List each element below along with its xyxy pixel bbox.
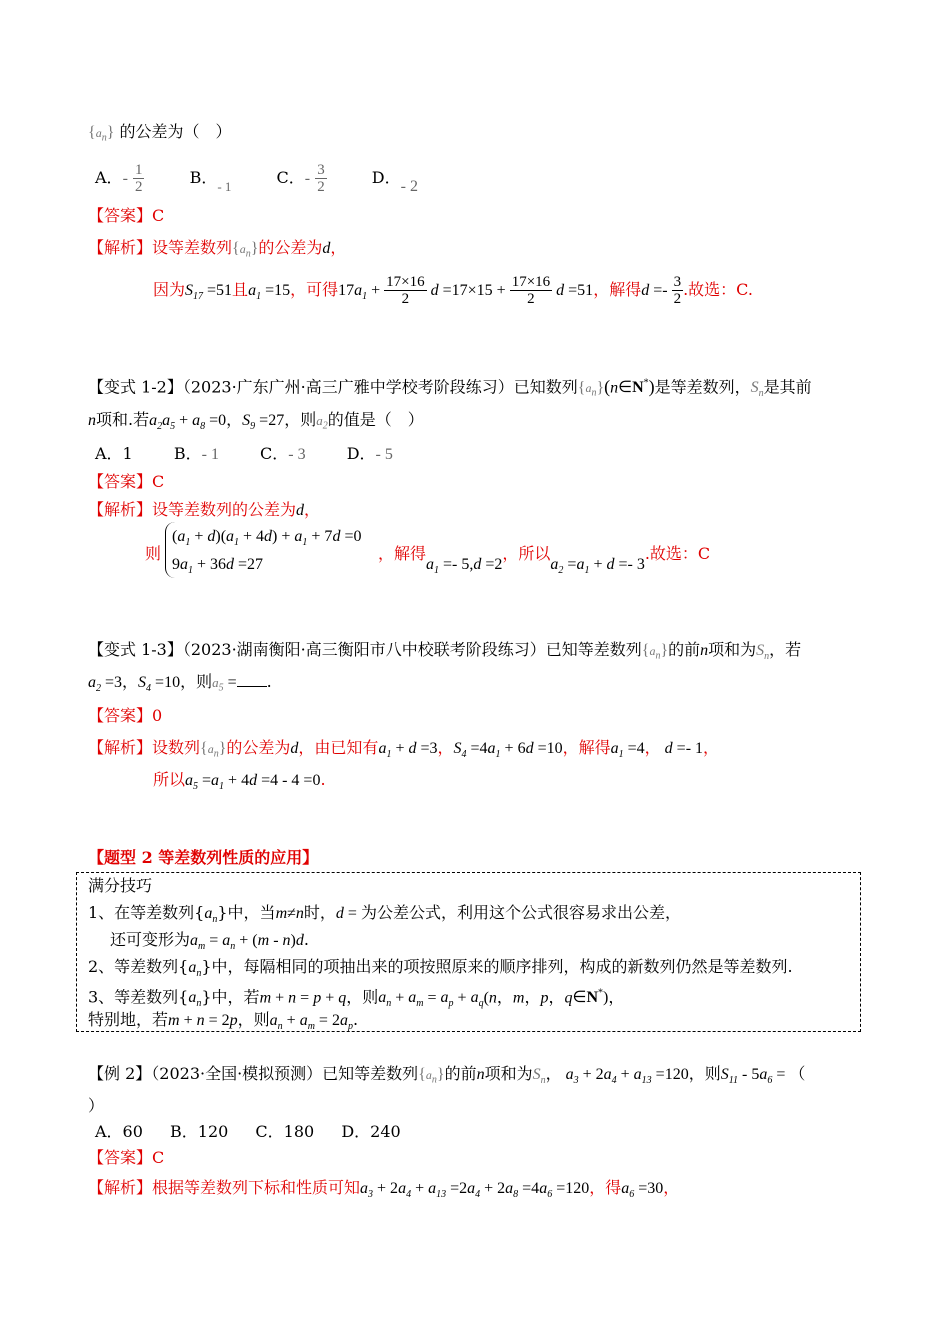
ex2-options <box>95 1120 401 1144</box>
tips-line-3: 2、等差数列$\{a_n\}$中，每隔相同的项抽出来的项按照原来的顺序排列，构成的新数列仍然是等差数列. <box>88 957 793 980</box>
tips-title: 满分技巧 <box>88 876 153 895</box>
q1-answer: 【答案】C <box>88 206 165 225</box>
option-c[interactable]: C．- 3 <box>260 444 306 463</box>
v12-options <box>95 442 393 467</box>
v13-analysis-2: 所以$a_5 =a_1 + 4d =4 - 4 =0$. <box>153 770 326 793</box>
sequence-symbol: { <box>88 124 96 141</box>
option-a[interactable]: A．1 <box>95 444 133 463</box>
answer-blank[interactable] <box>237 672 267 687</box>
ex2-paren: ） <box>88 1096 105 1115</box>
q1-options <box>95 160 418 197</box>
v12-system-row1: $(a_1 + d)(a_1 + 4d) + a_1 + 7d =0$ <box>172 528 362 549</box>
v12-system-row2: $9a_1 + 36d =27$ <box>172 556 264 577</box>
v12-stem: 【变式 1-2】（2023·广东广州·高三广雅中学校考阶段练习）已知数列$\{a_n\}(n\in N^*)$是等差数列，$S_n$是其前 <box>88 376 812 400</box>
option-c[interactable]: C．180 <box>255 1122 315 1141</box>
ex2-analysis: 【解析】根据等差数列下标和性质可知$a_3 + 2a_4 + a_{13} =2a_4 + 2a_8 =4a_6 =120$，得$a_6 =30$， <box>88 1178 680 1201</box>
ex2-answer: 【答案】C <box>88 1148 165 1167</box>
v12-analysis-solve: ，解得$a_1 =- 5,d =2$，所以$a_2 =a_1 + d =- 3$.故选：C <box>378 544 711 577</box>
v13-stem: 【变式 1-3】（2023·湖南衡阳·高三衡阳市八中校联考阶段练习）已知等差数列$\{a_n\}$的前n项和为$S_n$，若 <box>88 640 802 663</box>
v12-analysis: 【解析】设等差数列的公差为d， <box>88 500 321 519</box>
v12-stem-2: n项和.若$a_2a_5 + a_8 =0$，$S_9 =27$，则$a_2$的值是（ ） <box>88 410 424 433</box>
option-c[interactable]: C．- $\frac{3}{2}$ <box>276 162 325 195</box>
tips-line-2: 还可变形为$a_m = a_n + (m - n)d$. <box>110 930 309 953</box>
v12-analysis-then: 则 <box>145 544 162 563</box>
v13-stem-2: $a_2 =3$，$S_4 =10$，则$a_5$ = . <box>88 672 272 695</box>
tips-line-5: 特别地，若m + n = 2p，则$a_n + a_m = 2a_p$. <box>88 1010 359 1033</box>
tips-line-4: 3、等差数列$\{a_n\}$中，若m + n = p + q，则$a_n + a_m = a_p + a_q(n$，m，p，q∈N*)， <box>88 987 625 1010</box>
section-title: 【题型 2 等差数列性质的应用】 <box>88 848 319 867</box>
option-d[interactable]: D．- 2 <box>371 168 418 195</box>
ex2-stem: 【例 2】（2023·全国·模拟预测）已知等差数列$\{a_n\}$的前n项和为$S_n$， $a_3 + 2a_4 + a_{13} =120$，则$S_{11} - 5a_6$ = （ <box>88 1064 806 1087</box>
v12-answer: 【答案】C <box>88 472 165 491</box>
option-d[interactable]: D．240 <box>341 1122 401 1141</box>
option-a[interactable]: A．60 <box>95 1122 143 1141</box>
q1-stem: $\{a_n\}$ 的公差为（ ） <box>88 122 232 144</box>
tips-line-1: 1、在等差数列$\{a_n\}$中，当m≠n时，d = 为公差公式，利用这个公式很容易求出公差， <box>88 903 681 926</box>
option-b[interactable]: B．120 <box>170 1122 229 1141</box>
q1-analysis: 【解析】设等差数列$\{a_n\}$的公差为d， <box>88 238 347 260</box>
option-b[interactable]: B．$_{- 1}$ <box>189 168 232 194</box>
option-a[interactable]: A．- $\frac{1}{2}$ <box>95 162 143 195</box>
v13-analysis: 【解析】设数列$\{a_n\}$的公差为d，由已知有$a_1 + d =3$，$S_4 =4a_1 + 6d =10$，解得$a_1 =4$， d =- 1， <box>88 738 720 761</box>
q1-analysis-2: 因为$S_{17} =51$且$a_1 =15$，可得$17a_1$ + $\frac{17\times 16}{2}$ d =17×15 + $\frac{17\times 16}{2}$ d =51，解得d =- $\frac{3}{2}$ .故选：C. <box>153 274 753 307</box>
option-b[interactable]: B．- 1 <box>173 444 219 463</box>
option-d[interactable]: D．- 5 <box>346 444 393 463</box>
v13-answer: 【答案】0 <box>88 706 163 725</box>
